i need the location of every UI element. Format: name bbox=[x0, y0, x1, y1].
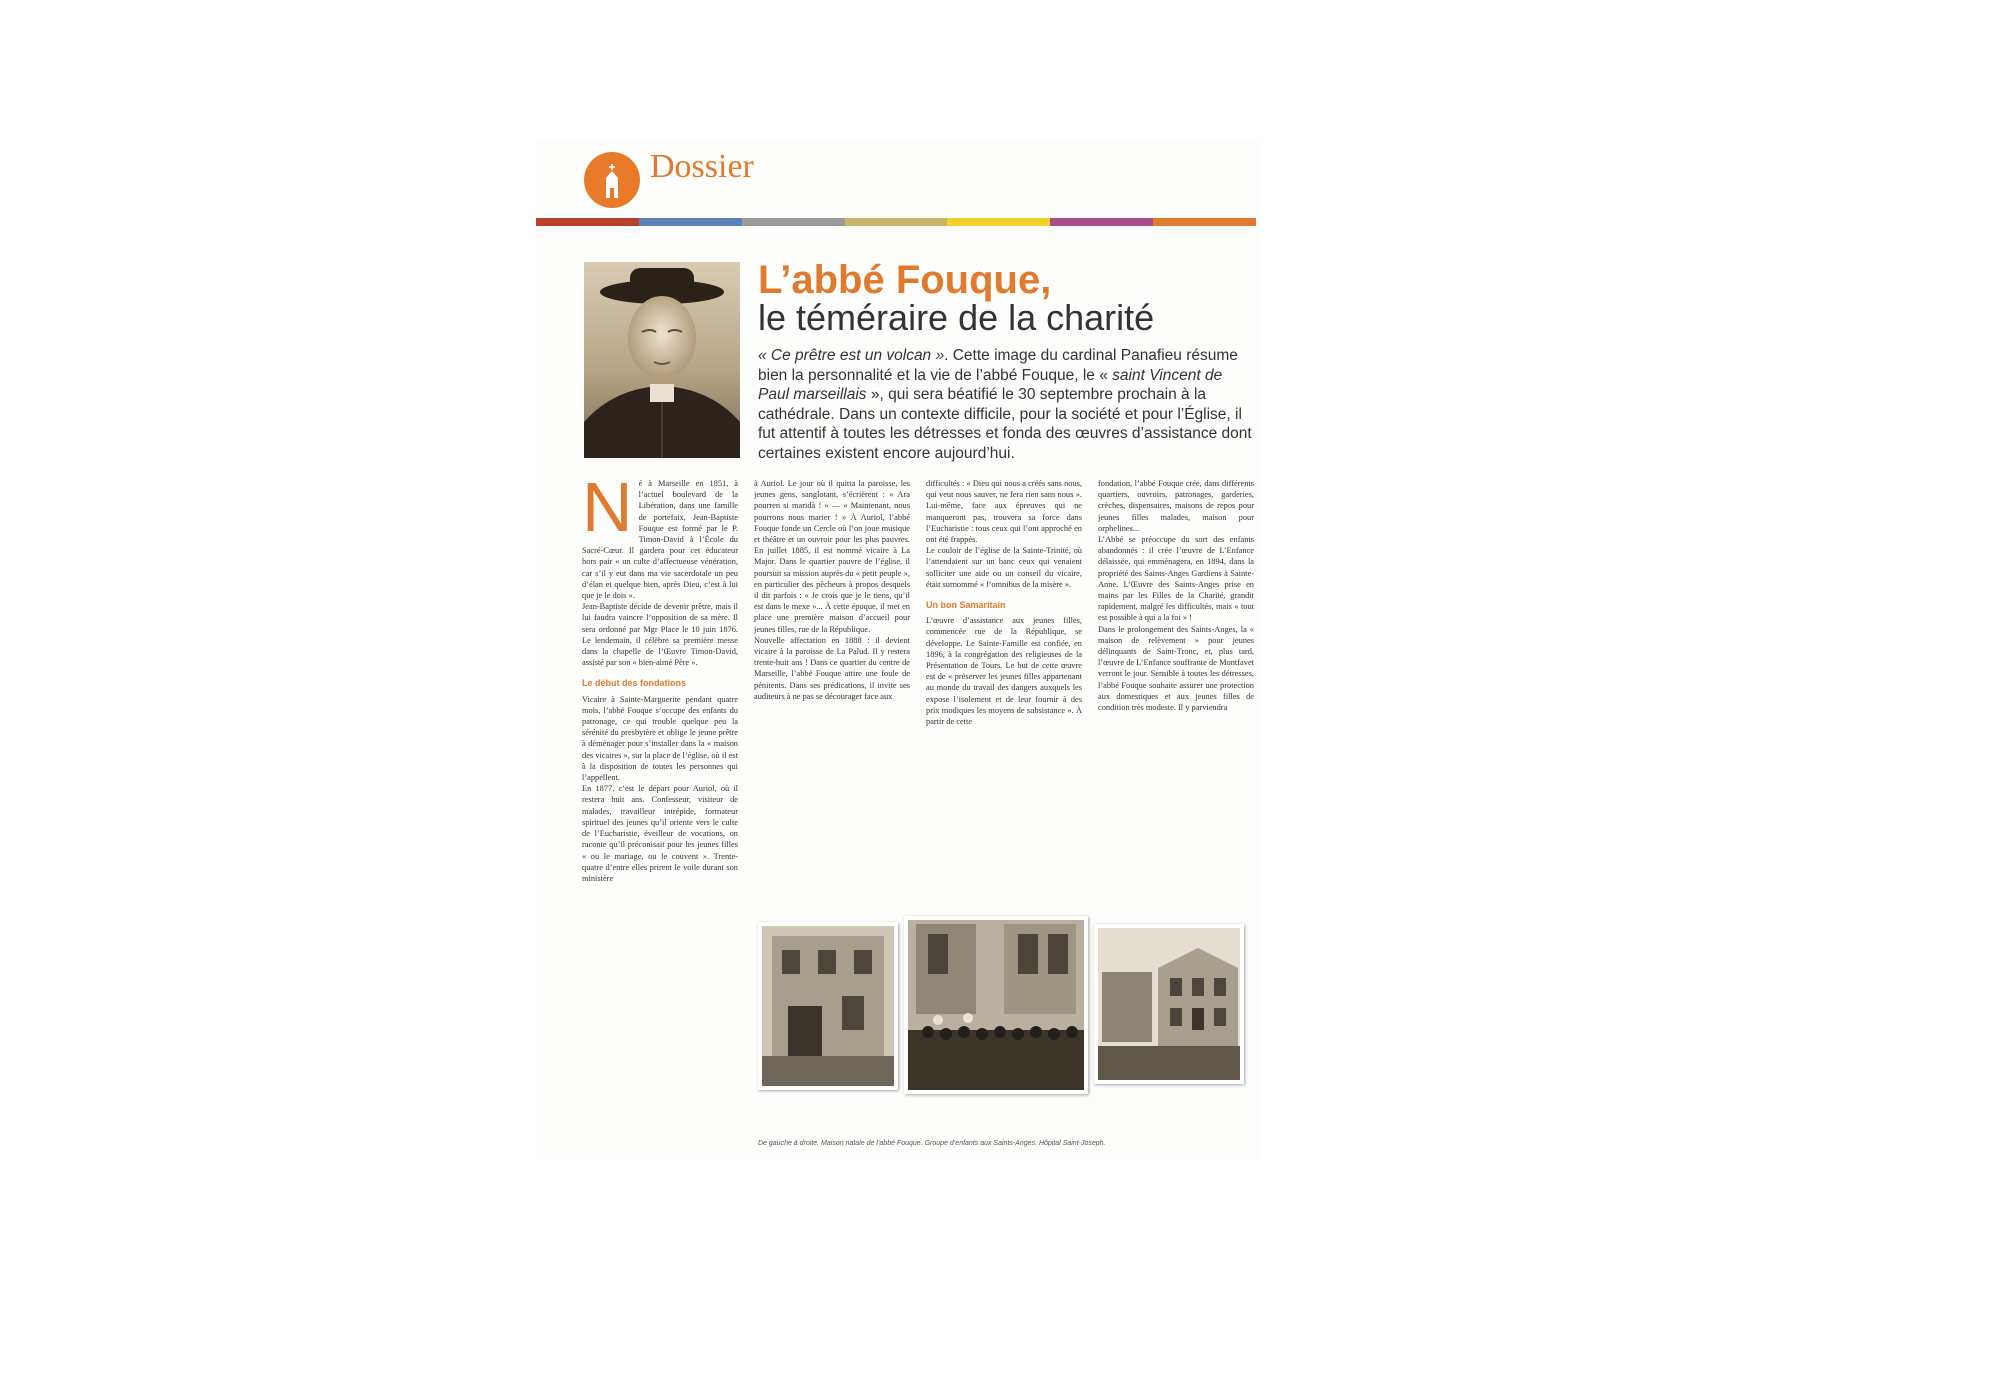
portrait-photo bbox=[584, 262, 740, 458]
subheading: Un bon Samaritain bbox=[926, 600, 1006, 611]
article-title-line2: le téméraire de la charité bbox=[758, 297, 1155, 338]
color-stripe-segment bbox=[1153, 218, 1256, 226]
paragraph: Vicaire à Sainte-Marguerite pendant quatre mois, l’abbé Fouque s’occupe des enfants du patronage, ce qui trouble quelque peu la sérénité du presbytère et oblige le jeune prêtre à déménager pour s’installer dans la « maison des vicaires », sur la place de l’église, où il est à la disposition de toutes les personnes qui l’appellent. bbox=[582, 694, 738, 783]
photo-hospital bbox=[1094, 924, 1244, 1084]
paragraph: à Auriol. Le jour où il quitta la paroisse, les jeunes gens, sanglotant, s’écrièrent : « Ara pourren si maridà ! » — « Maintenant, nous pourrons nous marier ! » À Auriol, l’abbé Fouque fonde un Cercle où l’on joue musique et théâtre et un ouvroir pour les plus pauvres. En juillet 1885, il est nommé vicaire à La Major. Dans le quartier pauvre de l’église, il poursuit sa mission auprès du « petit peuple », en particulier des pêcheurs à propos desquels il dit parfois : « Je crois que je le tiens, qu’il est dans le mexe »... À cette époque, il met en place une première maison d’accueil pour jeunes filles, rue de la République. bbox=[754, 479, 910, 634]
paragraph: é à Marseille en 1851, à l’actuel boulevard de la Libération, dans une famille de portefaix, Jean-Baptiste Fouque est formé par le P. Timon-David à l’École du Sacré-Cœur. Il gardera pour cet éducateur hors pair « un culte d’affectueuse vénération, car s’il y eut dans ma vie sacerdotale un peu d’élan et quelque bien, après Dieu, c’est à lui que je le dois ». bbox=[582, 479, 738, 601]
drop-cap: N bbox=[582, 478, 633, 546]
photo-caption: De gauche à droite. Maison natale de l’abbé Fouque. Groupe d’enfants aux Saints-Anges. Hôpital Saint-Joseph. bbox=[758, 1140, 1106, 1147]
photo-children-group bbox=[904, 916, 1088, 1094]
color-stripe-segment bbox=[947, 218, 1050, 226]
paragraph: fondation, l’abbé Fouque crée, dans différents quartiers, ouvroirs, patronages, garderies, crèches, dispensaires, maisons de repos pour jeunes filles malades, maison pour orphelines... bbox=[1098, 479, 1254, 533]
lede-text-2: », qui sera béatifié le 30 septembre prochain à la cathédrale. Dans un contexte difficile, pour la société et pour l’Église, il fut attentif à toutes les détresses et fonda des œuvres d’assistance dont certaines existent encore aujourd’hui. bbox=[758, 386, 1252, 462]
lede-quote: « Ce prêtre est un volcan » bbox=[758, 347, 945, 364]
article-title-line1: L’abbé Fouque, bbox=[758, 258, 1052, 302]
color-stripe bbox=[536, 218, 1256, 226]
column-1 bbox=[582, 478, 738, 1018]
magazine-page bbox=[536, 140, 1260, 1160]
paragraph: En 1877, c’est le départ pour Auriol, où il restera huit ans. Confesseur, visiteur de malades, travailleur intrépide, formateur spirituel des jeunes qu’il oriente vers le culte de l’Eucharistie, éveilleur de vocations, on raconte qu’il préconisait pour les jeunes filles « ou le mariage, ou le couvent ». Trente-quatre d’entre elles prirent le voile durant son ministère bbox=[582, 784, 738, 883]
color-stripe-segment bbox=[845, 218, 948, 226]
lede-italic: saint Vincent de Paul marseillais bbox=[758, 366, 1223, 403]
column-2 bbox=[754, 478, 910, 916]
color-stripe-segment bbox=[742, 218, 845, 226]
paragraph: Dans le prolongement des Saints-Anges, la « maison de relèvement » pour jeunes délinquants de Saint-Tronc, et, plus tard, l’œuvre de L’Enfance souffrante de Montfavet verront le jour. Sensible à toutes les détresses, l’abbé Fouque souhaite assurer une protection aux domestiques et aux jeunes filles de condition très modeste. Il y parviendra bbox=[1098, 624, 1254, 713]
paragraph: L’œuvre d’assistance aux jeunes filles, commencée rue de la République, se développe. Le Sainte-Famille est confiée, en 1896, à la congrégation des religieuses de la Présentation de Tours. Le but de cette œuvre est de « préserver les jeunes filles appartenant au monde du travail des dangers auxquels les expose l’isolement et de leur fournir à des prix modiques les moyens de subsistance ». À partir de cette bbox=[926, 616, 1082, 727]
color-stripe-segment bbox=[536, 218, 639, 226]
paragraph: Le couloir de l’église de la Sainte-Trinité, où l’attendaient sur un banc ceux qui venaient solliciter une aide ou un conseil du vicaire, était surnommé « l’omnibus de la misère ». bbox=[926, 546, 1082, 589]
paragraph: L’Abbé se préoccupe du sort des enfants abandonnés : il crée l’œuvre de L’Enfance délaissée, qui emménagera, en 1894, dans la propriété des Saints-Anges Gardiens à Sainte-Anne. L’Œuvre des Saints-Anges prise en mains par les Filles de la Charité, grandit rapidement, malgré les difficultés, mais « tout est possible à qui a la foi » ! bbox=[1098, 535, 1254, 623]
paragraph: Jean-Baptiste décide de devenir prêtre, mais il lui faudra vaincre l’opposition de sa mère. Il sera ordonné par Mgr Place le 10 juin 1876. Le lendemain, il célèbre sa première messe dans la chapelle de l’Œuvre Timon-David, assisté par son « bien-aimé Père ». bbox=[582, 602, 738, 668]
paragraph: difficultés : « Dieu qui nous a créés sans nous, qui veut nous sauver, ne fera rien sans nous ». Lui-même, face aux épreuves qui ne manqueront pas, trouvera sa force dans l’Eucharistie : tous ceux qui l’ont approché en ont été frappés. bbox=[926, 479, 1082, 545]
color-stripe-segment bbox=[1050, 218, 1153, 226]
paragraph: Nouvelle affectation en 1888 : il devient vicaire à la paroisse de La Palud. Il y restera trente-huit ans ! Dans ce quartier du centre de Marseille, l’abbé Fouque attire une foule de pénitents. Dans ses prédications, il invite ses auditeurs à ne pas se décourager face aux bbox=[754, 635, 910, 701]
column-4 bbox=[1098, 478, 1254, 916]
subheading: Le début des fondations bbox=[582, 678, 687, 689]
section-title: Dossier bbox=[650, 148, 754, 185]
column-3 bbox=[926, 478, 1082, 916]
photo-birth-house bbox=[758, 922, 898, 1090]
color-stripe-segment bbox=[639, 218, 742, 226]
article-lede bbox=[758, 346, 1254, 463]
church-silhouette-icon bbox=[602, 164, 622, 198]
photo-strip bbox=[758, 916, 1258, 1092]
church-logo-icon bbox=[584, 152, 640, 208]
lede-text-1: . Cette image du cardinal Panafieu résume bien la personnalité et la vie de l’abbé Fouque, le « bbox=[758, 347, 1238, 384]
